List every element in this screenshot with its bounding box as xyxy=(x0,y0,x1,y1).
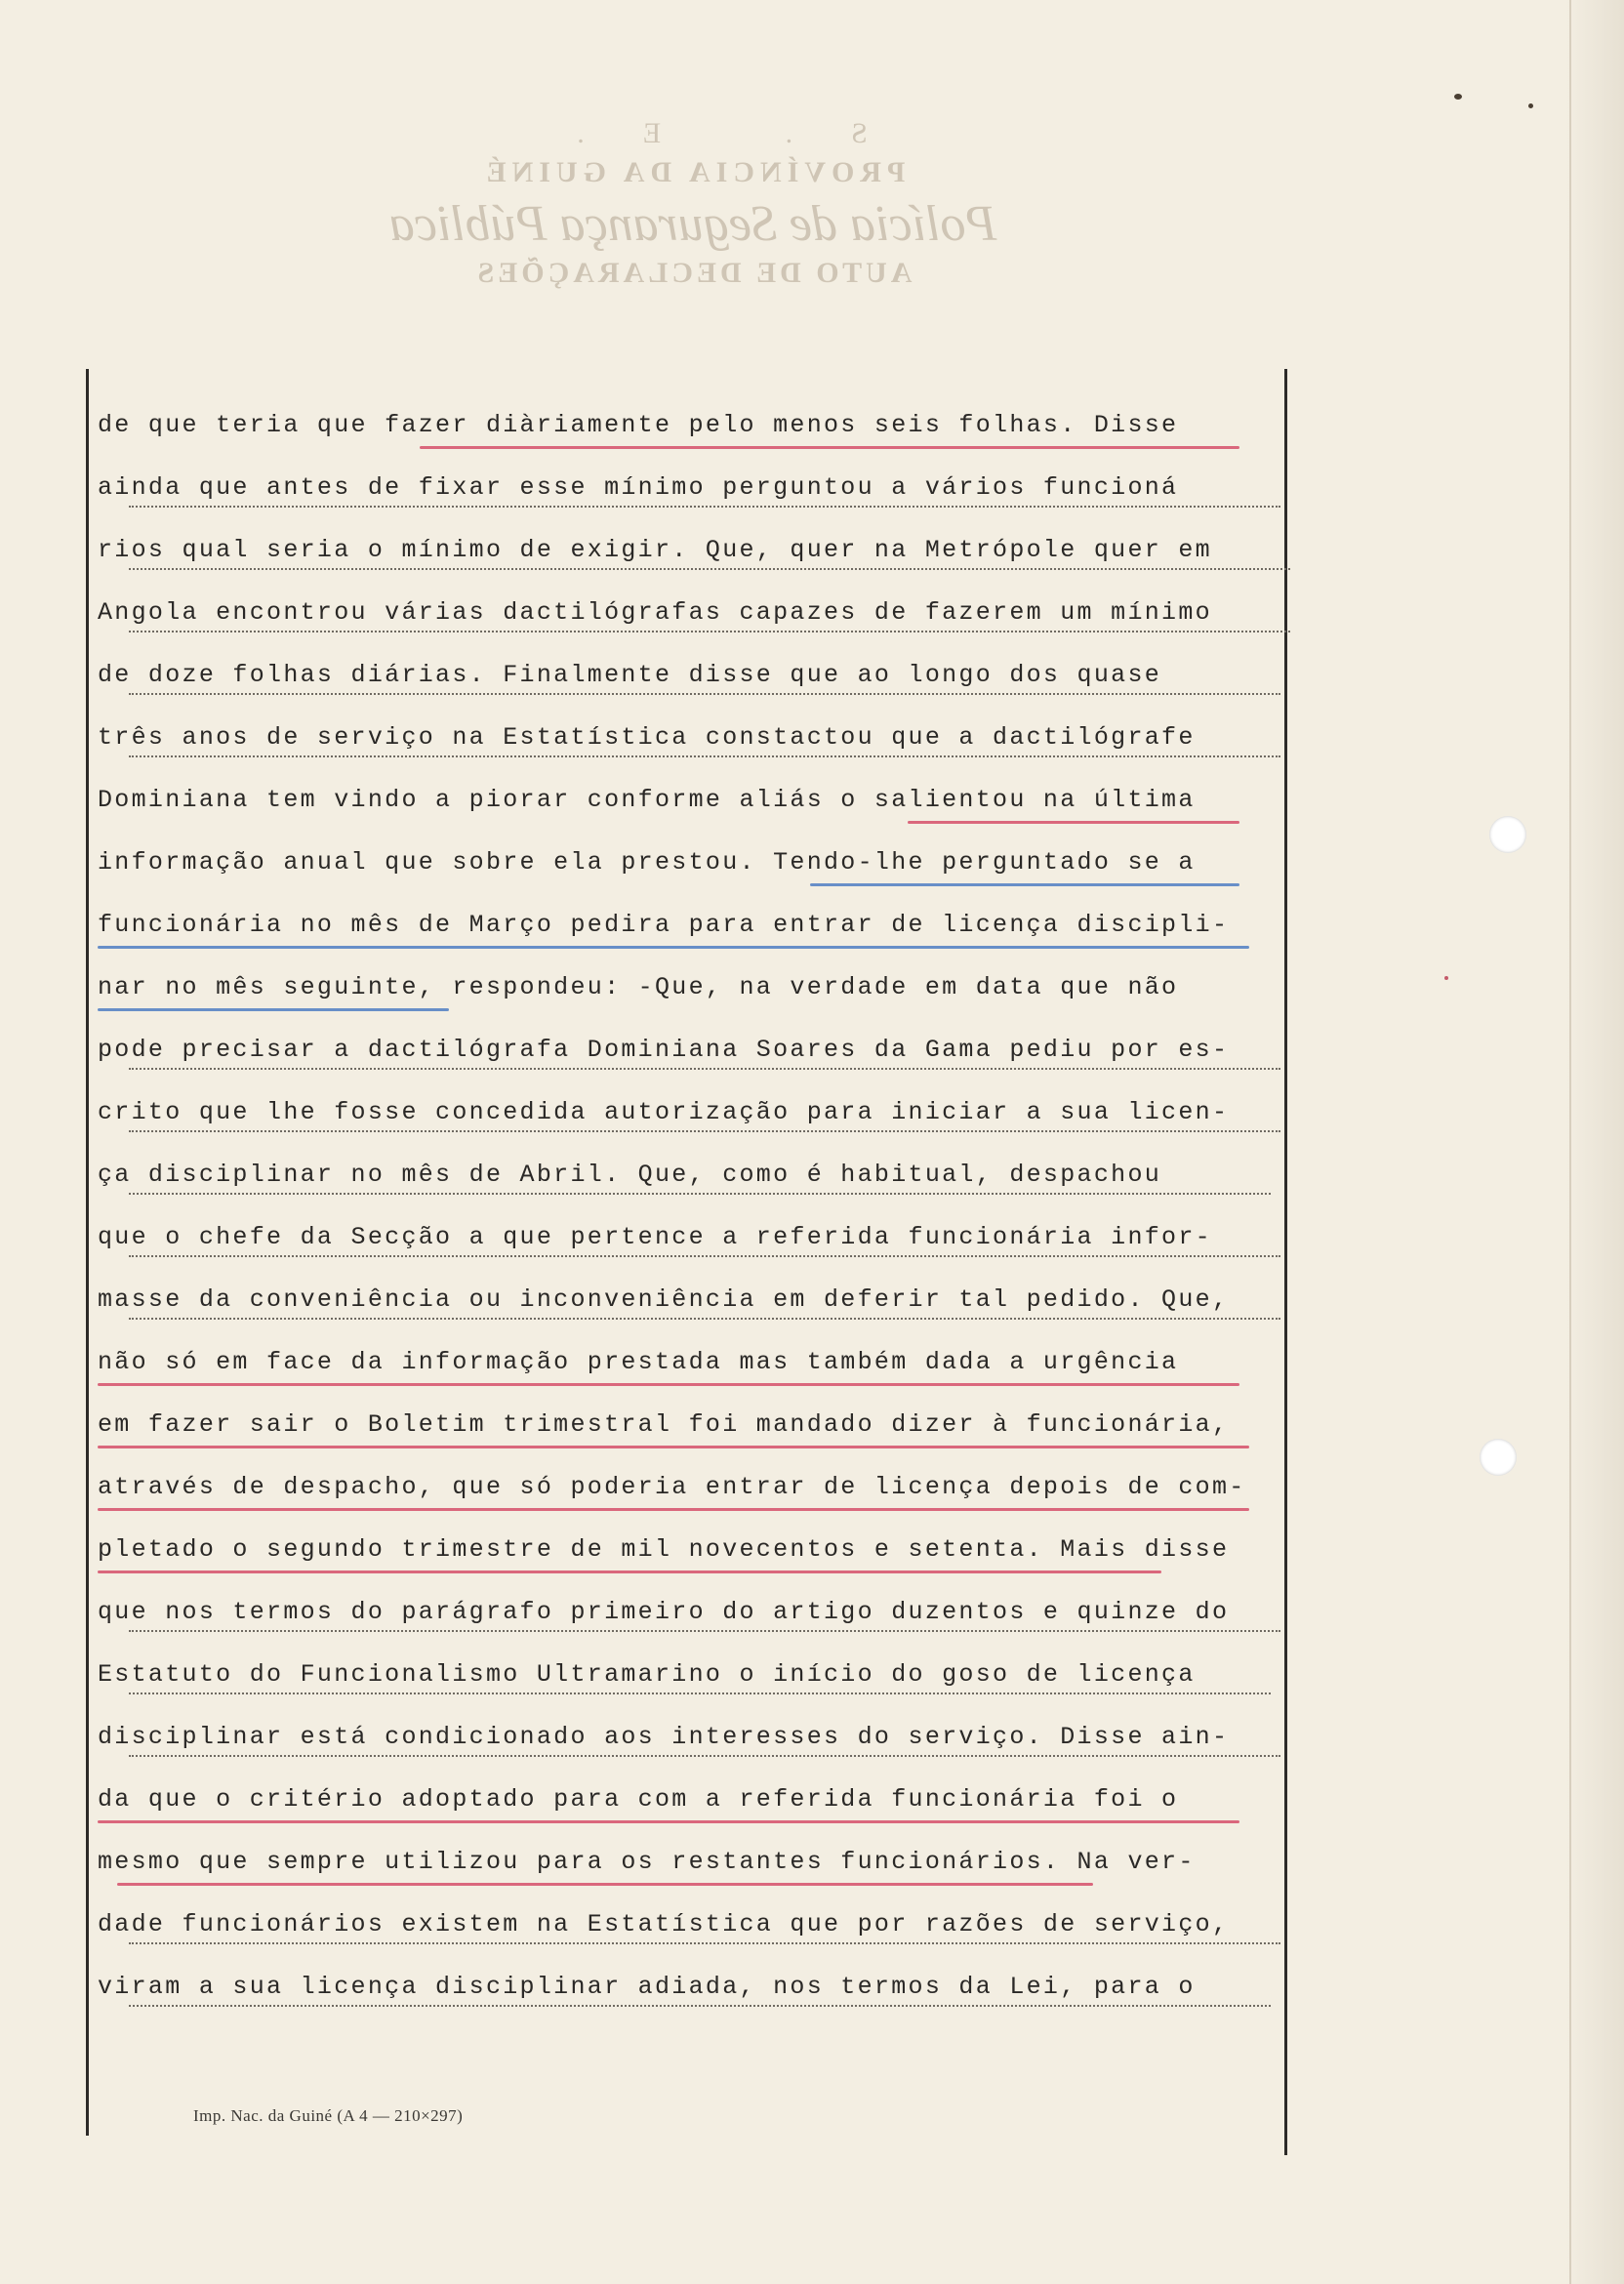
page-edge-shadow xyxy=(1565,0,1624,2284)
paper-speck xyxy=(1444,976,1448,980)
text-line xyxy=(98,769,1308,832)
text-line xyxy=(98,1394,1308,1456)
line-text: da que o critério adoptado para com a referida funcionária foi o xyxy=(98,1785,1179,1814)
line-text: ainda que antes de fixar esse mínimo perguntou a vários funcioná xyxy=(98,473,1179,502)
fold-line xyxy=(1569,0,1571,2284)
text-line xyxy=(98,1269,1308,1331)
line-text: pletado o segundo trimestre de mil novecentos e setenta. Mais disse xyxy=(98,1535,1230,1564)
red-underline xyxy=(420,446,1239,449)
text-line xyxy=(98,1519,1308,1581)
dotted-fill xyxy=(129,566,1290,570)
text-line xyxy=(98,1144,1308,1206)
show-through-police: Polícia de Segurança Pública xyxy=(388,196,997,252)
text-line xyxy=(98,1081,1308,1144)
dotted-fill xyxy=(129,1753,1280,1757)
line-text: crito que lhe fosse concedida autorização para iniciar a sua licen- xyxy=(98,1098,1230,1126)
blue-underline xyxy=(810,883,1239,886)
text-line xyxy=(98,1019,1308,1081)
line-text: dade funcionários existem na Estatística que por razões de serviço, xyxy=(98,1910,1230,1938)
text-line xyxy=(98,644,1308,707)
text-line xyxy=(98,457,1308,519)
text-line xyxy=(98,1706,1308,1769)
line-text: de que teria que fazer diàriamente pelo menos seis folhas. Disse xyxy=(98,411,1179,439)
line-text: de doze folhas diárias. Finalmente disse que ao longo dos quase xyxy=(98,661,1162,689)
red-underline xyxy=(98,1820,1239,1823)
text-line xyxy=(98,1831,1308,1894)
dotted-fill xyxy=(129,504,1280,508)
text-line xyxy=(98,1331,1308,1394)
line-text: funcionária no mês de Março pedira para entrar de licença discipli- xyxy=(98,911,1230,939)
blue-underline xyxy=(98,1008,449,1011)
dotted-fill xyxy=(129,1191,1271,1195)
printer-imprint: Imp. Nac. da Guiné (A 4 — 210×297) xyxy=(193,2106,464,2125)
dotted-fill xyxy=(129,1128,1280,1132)
text-line xyxy=(98,1769,1308,1831)
red-underline xyxy=(98,1383,1239,1386)
show-through-province: PROVÍNCIA DA GUINÉ xyxy=(480,156,906,188)
text-line xyxy=(98,1581,1308,1644)
line-text: três anos de serviço na Estatística constactou que a dactilógrafe xyxy=(98,723,1196,752)
line-text: informação anual que sobre ela prestou. Tendo-lhe perguntado se a xyxy=(98,848,1196,877)
red-underline xyxy=(117,1883,1093,1886)
show-through-form-title: AUTO DE DECLARAÇÕES xyxy=(473,257,913,289)
line-text: Dominiana tem vindo a piorar conforme aliás o salientou na última xyxy=(98,786,1196,814)
dotted-fill xyxy=(129,1066,1280,1070)
line-text: pode precisar a dactilógrafa Dominiana Soares da Gama pediu por es- xyxy=(98,1036,1230,1064)
punch-hole xyxy=(1480,1439,1517,1476)
line-text: disciplinar está condicionado aos interesses do serviço. Disse ain- xyxy=(98,1723,1230,1751)
line-text: masse da conveniência ou inconveniência em deferir tal pedido. Que, xyxy=(98,1285,1230,1314)
line-text: em fazer sair o Boletim trimestral foi mandado dizer à funcionária, xyxy=(98,1410,1230,1439)
red-underline xyxy=(98,1508,1249,1511)
typed-text-block xyxy=(98,394,1308,2019)
text-line xyxy=(98,894,1308,957)
paper-speck xyxy=(1454,94,1462,100)
dotted-fill xyxy=(129,754,1280,757)
line-text: através de despacho, que só poderia entrar de licença depois de com- xyxy=(98,1473,1246,1501)
line-text: não só em face da informação prestada mas também dada a urgência xyxy=(98,1348,1179,1376)
dotted-fill xyxy=(129,1628,1280,1632)
mirrored-form-header xyxy=(322,117,1064,290)
line-text: ça disciplinar no mês de Abril. Que, como é habitual, despachou xyxy=(98,1161,1162,1189)
show-through-crest: S. E. xyxy=(518,117,868,149)
red-underline xyxy=(98,1570,1161,1573)
text-line xyxy=(98,1956,1308,2019)
paper-speck xyxy=(1528,103,1533,108)
red-underline xyxy=(98,1446,1249,1448)
red-underline xyxy=(908,821,1239,824)
dotted-fill xyxy=(129,2003,1271,2007)
line-text: que o chefe da Secção a que pertence a referida funcionária infor- xyxy=(98,1223,1212,1251)
text-line xyxy=(98,957,1308,1019)
text-line xyxy=(98,707,1308,769)
blue-underline xyxy=(98,946,1249,949)
text-line xyxy=(98,832,1308,894)
dotted-fill xyxy=(129,629,1290,632)
dotted-fill xyxy=(129,1940,1280,1944)
line-text: Angola encontrou várias dactilógrafas capazes de fazerem um mínimo xyxy=(98,598,1212,627)
line-text: nar no mês seguinte, respondeu: -Que, na verdade em data que não xyxy=(98,973,1179,1001)
text-line xyxy=(98,394,1308,457)
dotted-fill xyxy=(129,691,1280,695)
text-line xyxy=(98,1206,1308,1269)
punch-hole xyxy=(1489,816,1526,853)
text-line xyxy=(98,1894,1308,1956)
text-line xyxy=(98,1456,1308,1519)
dotted-fill xyxy=(129,1691,1271,1694)
line-text: Estatuto do Funcionalismo Ultramarino o início do goso de licença xyxy=(98,1660,1196,1689)
dotted-fill xyxy=(129,1316,1280,1320)
left-margin-rule xyxy=(86,369,89,2136)
line-text: rios qual seria o mínimo de exigir. Que, quer na Metrópole quer em xyxy=(98,536,1212,564)
line-text: viram a sua licença disciplinar adiada, nos termos da Lei, para o xyxy=(98,1973,1196,2001)
text-line xyxy=(98,582,1308,644)
text-line xyxy=(98,1644,1308,1706)
line-text: que nos termos do parágrafo primeiro do artigo duzentos e quinze do xyxy=(98,1598,1230,1626)
dotted-fill xyxy=(129,1253,1280,1257)
line-text: mesmo que sempre utilizou para os restantes funcionários. Na ver- xyxy=(98,1848,1196,1876)
text-line xyxy=(98,519,1308,582)
